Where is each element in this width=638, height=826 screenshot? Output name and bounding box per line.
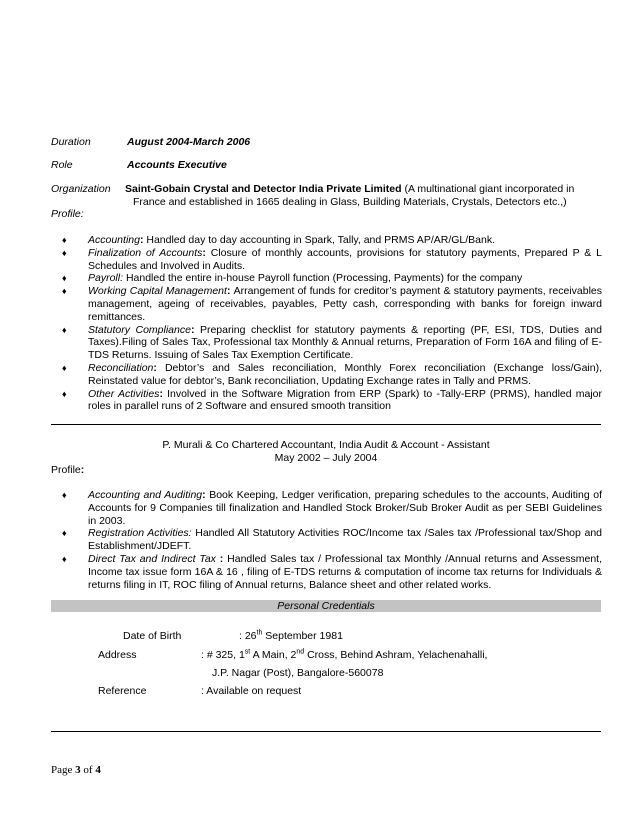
bullet-head: Statutory Compliance bbox=[88, 323, 191, 336]
bullet-sep: : bbox=[153, 361, 165, 374]
section-divider bbox=[51, 424, 601, 425]
organization-line-1 bbox=[125, 183, 605, 196]
diamond-bullet-icon: ♦ bbox=[62, 324, 67, 335]
bullet-head: Working Capital Management bbox=[88, 285, 227, 298]
address-line-1 bbox=[201, 649, 487, 662]
bullet-text: Closure of monthly accounts, provisions for statutory payments, Prepared P & L Schedules and Involved in Audits. bbox=[88, 246, 602, 272]
bullet-head: Accounting bbox=[88, 234, 140, 246]
bullet-sep: : bbox=[215, 552, 228, 565]
address-part: A Main, 2 bbox=[250, 649, 297, 661]
job2-bullet-list bbox=[62, 489, 602, 591]
diamond-bullet-icon: ♦ bbox=[62, 388, 67, 399]
bullet-head: Direct Tax and Indirect Tax bbox=[88, 552, 216, 565]
list-item bbox=[62, 553, 602, 591]
bullet-sep: : bbox=[202, 246, 211, 259]
list-item bbox=[62, 247, 602, 273]
list-item bbox=[62, 234, 602, 247]
list-item bbox=[62, 272, 602, 285]
address-part: : # 325, 1 bbox=[201, 649, 245, 661]
bullet-head: Accounting and Auditing bbox=[88, 489, 203, 501]
bullet-text: Arrangement of funds for creditor’s payment & statutory payments, receivables management, ageing of receivables, payables, Petty cash, corresponding with banks for foreign inward remittances. bbox=[88, 285, 602, 323]
page-word: Page bbox=[51, 764, 76, 776]
list-item bbox=[62, 489, 602, 527]
reference-value: : Available on request bbox=[201, 685, 302, 697]
address-line-2: J.P. Nagar (Post), Bangalore-560078 bbox=[212, 667, 384, 679]
diamond-bullet-icon: ♦ bbox=[62, 490, 67, 500]
bullet-head: Finalization of Accounts bbox=[88, 246, 203, 259]
bottom-divider bbox=[51, 731, 601, 732]
role-value: Accounts Executive bbox=[127, 159, 227, 171]
diamond-bullet-icon: ♦ bbox=[62, 235, 67, 245]
bullet-text: Handled day to day accounting in Spark, Tally, and PRMS AP/AR/GL/Bank. bbox=[146, 234, 496, 246]
profile-label-1: Profile: bbox=[51, 208, 84, 220]
diamond-bullet-icon: ♦ bbox=[62, 362, 67, 373]
bullet-text: Book Keeping, Ledger verification, preparing schedules to the accounts, Auditing of Accounts for 9 Companies till finalization and Handled Stock Broker/Sub Broker Audit as per SEBI Guidelines in 2003. bbox=[88, 489, 602, 527]
diamond-bullet-icon: ♦ bbox=[62, 528, 67, 539]
diamond-bullet-icon: ♦ bbox=[62, 553, 67, 564]
address-sup: st bbox=[244, 648, 251, 656]
dob-label: Date of Birth bbox=[123, 630, 182, 642]
personal-credentials-heading: Personal Credentials bbox=[51, 600, 601, 612]
page-current: 3 bbox=[75, 764, 81, 776]
organization-label: Organization bbox=[51, 183, 111, 195]
bullet-head: Registration Activities: bbox=[88, 527, 192, 540]
page-number bbox=[51, 764, 101, 776]
diamond-bullet-icon: ♦ bbox=[62, 273, 67, 284]
organization-desc-2: France and established in 1665 dealing in Glass, Building Materials, Crystals, Detectors etc.,) bbox=[133, 196, 567, 208]
bullet-sep: : bbox=[202, 489, 210, 501]
reference-label: Reference bbox=[98, 685, 147, 697]
address-part: Cross, Behind Ashram, Yelachenahalli, bbox=[304, 649, 488, 661]
list-item bbox=[62, 324, 602, 362]
dob-day: : 26 bbox=[239, 630, 257, 642]
diamond-bullet-icon: ♦ bbox=[62, 286, 67, 297]
profile-label-2 bbox=[51, 464, 84, 477]
address-sup: nd bbox=[296, 648, 305, 656]
duration-value: August 2004-March 2006 bbox=[127, 136, 251, 148]
job2-title: P. Murali & Co Chartered Accountant, India Audit & Account - Assistant bbox=[162, 439, 490, 451]
bullet-sep: : bbox=[226, 285, 234, 298]
list-item bbox=[62, 362, 602, 388]
role-label: Role bbox=[51, 159, 73, 171]
diamond-bullet-icon: ♦ bbox=[62, 247, 67, 258]
bullet-head: Payroll: bbox=[88, 272, 124, 285]
address-label: Address bbox=[98, 649, 137, 661]
bullet-text: Involved in the Software Migration from ERP (Spark) to -Tally-ERP (PRMS), handled major roles in parallel runs of 2 Software and ensured smooth transition bbox=[88, 387, 603, 413]
duration-label: Duration bbox=[51, 136, 91, 148]
list-item bbox=[62, 388, 602, 414]
job1-bullet-list bbox=[62, 234, 602, 413]
bullet-text: Handled All Statutory Activities ROC/Income tax /Sales tax /Professional tax/Shop and Establishment/JDEFT. bbox=[88, 527, 602, 553]
dob-month-year: September 1981 bbox=[262, 630, 343, 642]
of-word: of bbox=[80, 764, 96, 776]
bullet-text: Preparing checklist for statutory payments & reporting (PF, ESI, TDS, Duties and Taxes).Filing of Sales Tax, Professional tax Monthly & Annual returns, Preparation of Form 16A and filing of E-TDS Returns. Issuing of Sales Tax Exemption Certificate. bbox=[88, 323, 602, 362]
bullet-text: Handled Sales tax / Professional tax Monthly /Annual returns and Assessment, Income tax issue form 16A & 16 , filing of E-TDS returns & computation of income tax returns for Individuals & returns filing in IT, ROC filing of Annual returns, Balance sheet and other related works. bbox=[88, 552, 602, 591]
job2-dates: May 2002 – July 2004 bbox=[274, 452, 378, 464]
bullet-text: Handled the entire in-house Payroll function (Processing, Payments) for the company bbox=[125, 272, 523, 285]
profile-colon: : bbox=[80, 464, 85, 476]
bullet-sep: : bbox=[159, 387, 168, 400]
bullet-sep: : bbox=[190, 323, 200, 336]
profile-label-text: Profile bbox=[51, 464, 81, 476]
list-item bbox=[62, 527, 602, 553]
dob-value bbox=[239, 630, 343, 643]
list-item bbox=[62, 285, 602, 323]
bullet-text: Debtor’s and Sales reconciliation, Monthly Forex reconciliation (Exchange loss/Gain), Reinstated value for debtor’s, Bank reconciliation, Updating Exchange rates in Tally and PRMS. bbox=[88, 361, 602, 387]
organization-name: Saint-Gobain Crystal and Detector India Private Limited bbox=[125, 183, 402, 195]
bullet-head: Other Activities bbox=[88, 387, 160, 400]
page-total: 4 bbox=[95, 764, 101, 776]
dob-suffix: th bbox=[256, 629, 263, 637]
bullet-head: Reconciliation bbox=[88, 361, 154, 374]
bullet-sep: : bbox=[139, 234, 147, 246]
organization-desc-1: (A multinational giant incorporated in bbox=[401, 183, 575, 195]
